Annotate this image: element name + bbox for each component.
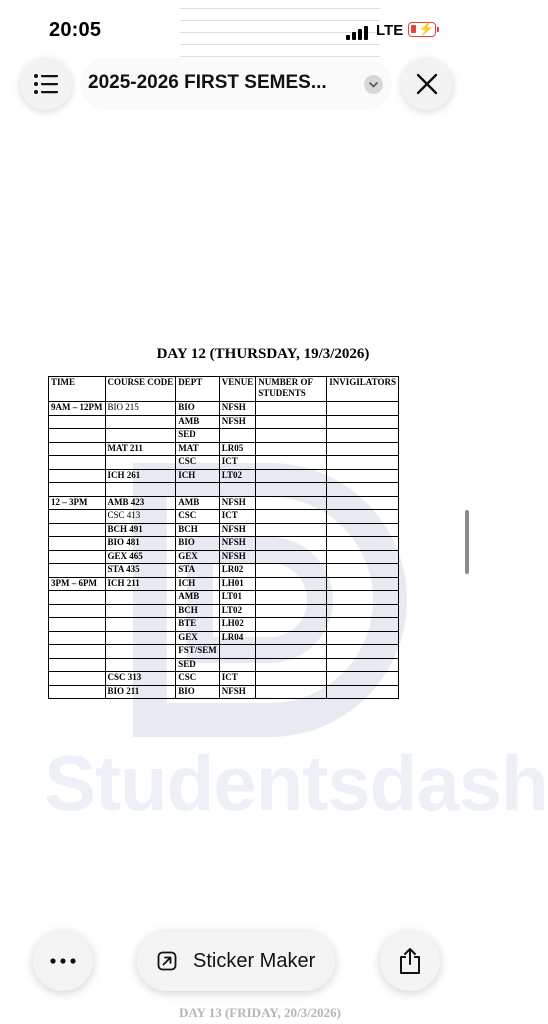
table-cell bbox=[49, 564, 106, 578]
table-cell bbox=[219, 429, 256, 443]
table-cell bbox=[256, 496, 327, 510]
share-icon bbox=[398, 947, 422, 975]
table-cell bbox=[256, 523, 327, 537]
table-cell bbox=[256, 483, 327, 497]
table-row bbox=[49, 631, 399, 645]
column-header: VENUE bbox=[219, 377, 256, 402]
table-cell: NFSH bbox=[219, 550, 256, 564]
table-cell bbox=[49, 658, 106, 672]
table-cell bbox=[327, 564, 399, 578]
table-cell bbox=[219, 483, 256, 497]
table-cell: FST/SEM bbox=[176, 645, 220, 659]
table-cell: CSC 413 bbox=[105, 510, 176, 524]
table-cell bbox=[256, 415, 327, 429]
sticker-arrow-icon bbox=[157, 951, 177, 971]
table-cell: ICT bbox=[219, 510, 256, 524]
table-cell: BTE bbox=[176, 618, 220, 632]
table-cell bbox=[49, 685, 106, 699]
table-cell: CSC bbox=[176, 510, 220, 524]
table-row bbox=[49, 672, 399, 686]
table-cell bbox=[49, 672, 106, 686]
table-cell bbox=[219, 658, 256, 672]
table-cell: BIO bbox=[176, 537, 220, 551]
table-row bbox=[49, 469, 399, 483]
table-row bbox=[49, 645, 399, 659]
table-cell: BCH bbox=[176, 604, 220, 618]
table-cell: NFSH bbox=[219, 415, 256, 429]
table-cell: BIO bbox=[176, 685, 220, 699]
table-cell bbox=[49, 456, 106, 470]
table-row bbox=[49, 415, 399, 429]
table-cell bbox=[105, 483, 176, 497]
table-cell bbox=[105, 645, 176, 659]
table-cell: GEX bbox=[176, 550, 220, 564]
table-row bbox=[49, 483, 399, 497]
menu-button[interactable] bbox=[20, 58, 72, 110]
table-cell: 9AM – 12PM bbox=[49, 402, 106, 416]
table-cell: NFSH bbox=[219, 402, 256, 416]
table-cell: NFSH bbox=[219, 537, 256, 551]
table-cell: ICH 211 bbox=[105, 577, 176, 591]
table-cell bbox=[327, 510, 399, 524]
table-cell bbox=[256, 672, 327, 686]
table-row bbox=[49, 658, 399, 672]
table-row bbox=[49, 496, 399, 510]
table-cell bbox=[219, 645, 256, 659]
table-cell: NFSH bbox=[219, 685, 256, 699]
table-cell: SED bbox=[176, 658, 220, 672]
table-row bbox=[49, 685, 399, 699]
table-cell: LT02 bbox=[219, 469, 256, 483]
table-cell bbox=[105, 429, 176, 443]
signal-icon bbox=[346, 26, 370, 40]
table-row bbox=[49, 523, 399, 537]
table-cell: 12 – 3PM bbox=[49, 496, 106, 510]
table-cell bbox=[256, 537, 327, 551]
table-cell: NFSH bbox=[219, 496, 256, 510]
table-cell bbox=[327, 658, 399, 672]
table-cell bbox=[105, 604, 176, 618]
timetable-body bbox=[49, 402, 399, 699]
table-cell: GEX 465 bbox=[105, 550, 176, 564]
table-row bbox=[49, 564, 399, 578]
table-cell bbox=[256, 550, 327, 564]
table-cell bbox=[49, 415, 106, 429]
sticker-maker-label: Sticker Maker bbox=[193, 950, 316, 972]
table-cell bbox=[256, 591, 327, 605]
table-cell bbox=[256, 604, 327, 618]
table-cell bbox=[256, 442, 327, 456]
share-button[interactable] bbox=[380, 931, 440, 991]
watermark-text: Studentsdash bbox=[44, 739, 548, 827]
table-cell bbox=[105, 456, 176, 470]
table-cell: BIO bbox=[176, 402, 220, 416]
table-cell bbox=[256, 631, 327, 645]
table-cell: AMB bbox=[176, 591, 220, 605]
column-header: NUMBER OF STUDENTS bbox=[256, 377, 327, 402]
sticker-maker-button[interactable] bbox=[137, 931, 335, 991]
table-cell bbox=[327, 415, 399, 429]
table-cell: STA bbox=[176, 564, 220, 578]
table-cell bbox=[256, 402, 327, 416]
table-cell: AMB 423 bbox=[105, 496, 176, 510]
table-cell: GEX bbox=[176, 631, 220, 645]
table-cell bbox=[327, 550, 399, 564]
table-cell bbox=[256, 456, 327, 470]
table-cell bbox=[105, 618, 176, 632]
network-label: LTE bbox=[376, 22, 404, 39]
table-cell bbox=[256, 618, 327, 632]
table-cell: ICT bbox=[219, 672, 256, 686]
table-row bbox=[49, 510, 399, 524]
day-heading: DAY 12 (THURSDAY, 19/3/2026) bbox=[156, 346, 370, 362]
table-cell: LR02 bbox=[219, 564, 256, 578]
table-cell bbox=[327, 429, 399, 443]
scroll-indicator[interactable] bbox=[465, 510, 469, 574]
table-cell: ICH bbox=[176, 469, 220, 483]
table-cell: ICH 261 bbox=[105, 469, 176, 483]
table-cell: CSC 313 bbox=[105, 672, 176, 686]
table-cell bbox=[49, 591, 106, 605]
status-time: 20:05 bbox=[49, 19, 102, 41]
table-row bbox=[49, 618, 399, 632]
table-cell bbox=[327, 523, 399, 537]
table-row bbox=[49, 604, 399, 618]
table-cell bbox=[327, 537, 399, 551]
document-title[interactable]: 2025-2026 FIRST SEMES... bbox=[88, 72, 327, 93]
table-cell bbox=[327, 618, 399, 632]
table-cell bbox=[256, 564, 327, 578]
table-cell: SED bbox=[176, 429, 220, 443]
column-header: TIME bbox=[49, 377, 106, 402]
table-header-row bbox=[49, 377, 399, 402]
table-cell bbox=[105, 415, 176, 429]
table-cell bbox=[327, 672, 399, 686]
table-row bbox=[49, 537, 399, 551]
table-cell bbox=[327, 577, 399, 591]
table-cell bbox=[256, 510, 327, 524]
table-cell: BIO 481 bbox=[105, 537, 176, 551]
table-cell bbox=[327, 591, 399, 605]
column-header: DEPT bbox=[176, 377, 220, 402]
table-cell bbox=[327, 685, 399, 699]
table-cell bbox=[327, 645, 399, 659]
table-cell bbox=[176, 483, 220, 497]
table-cell bbox=[256, 577, 327, 591]
list-icon bbox=[33, 73, 59, 95]
table-cell bbox=[327, 496, 399, 510]
timetable bbox=[48, 376, 399, 699]
table-cell: STA 435 bbox=[105, 564, 176, 578]
table-cell bbox=[327, 402, 399, 416]
close-icon bbox=[416, 73, 438, 95]
column-header: COURSE CODE bbox=[105, 377, 176, 402]
charging-icon: ⚡ bbox=[418, 21, 435, 36]
table-cell: LR04 bbox=[219, 631, 256, 645]
column-header: INVIGILATORS bbox=[327, 377, 399, 402]
table-cell bbox=[49, 510, 106, 524]
table-cell bbox=[327, 604, 399, 618]
table-cell: LT02 bbox=[219, 604, 256, 618]
table-cell bbox=[49, 429, 106, 443]
table-row bbox=[49, 550, 399, 564]
more-button[interactable] bbox=[33, 931, 93, 991]
table-cell: LR05 bbox=[219, 442, 256, 456]
table-cell: MAT bbox=[176, 442, 220, 456]
table-cell bbox=[327, 469, 399, 483]
table-cell: BIO 215 bbox=[105, 402, 176, 416]
table-cell: LH01 bbox=[219, 577, 256, 591]
table-cell: BIO 211 bbox=[105, 685, 176, 699]
table-row bbox=[49, 442, 399, 456]
battery-tip bbox=[437, 27, 439, 32]
more-icon bbox=[50, 958, 76, 964]
table-cell bbox=[327, 456, 399, 470]
table-cell bbox=[327, 483, 399, 497]
table-cell bbox=[256, 658, 327, 672]
table-cell bbox=[49, 483, 106, 497]
table-cell bbox=[256, 469, 327, 483]
table-cell bbox=[49, 645, 106, 659]
table-cell bbox=[49, 537, 106, 551]
table-row bbox=[49, 429, 399, 443]
table-cell: BCH bbox=[176, 523, 220, 537]
table-cell: MAT 211 bbox=[105, 442, 176, 456]
table-cell: AMB bbox=[176, 496, 220, 510]
table-row bbox=[49, 577, 399, 591]
close-button[interactable] bbox=[401, 58, 453, 110]
table-row bbox=[49, 456, 399, 470]
table-cell: LT01 bbox=[219, 591, 256, 605]
table-cell bbox=[49, 618, 106, 632]
table-cell: AMB bbox=[176, 415, 220, 429]
table-cell bbox=[327, 442, 399, 456]
table-cell bbox=[49, 631, 106, 645]
chevron-down-icon[interactable] bbox=[364, 75, 383, 94]
table-cell bbox=[49, 604, 106, 618]
table-cell: CSC bbox=[176, 672, 220, 686]
table-cell bbox=[105, 658, 176, 672]
table-cell bbox=[327, 631, 399, 645]
table-cell bbox=[105, 631, 176, 645]
table-cell bbox=[49, 442, 106, 456]
table-cell: LH02 bbox=[219, 618, 256, 632]
table-row bbox=[49, 402, 399, 416]
table-cell: 3PM – 6PM bbox=[49, 577, 106, 591]
next-day-heading: DAY 13 (FRIDAY, 20/3/2026) bbox=[178, 1005, 342, 1020]
table-cell: CSC bbox=[176, 456, 220, 470]
table-cell: NFSH bbox=[219, 523, 256, 537]
table-row bbox=[49, 591, 399, 605]
table-cell bbox=[49, 523, 106, 537]
status-bar bbox=[0, 0, 473, 56]
table-cell: BCH 491 bbox=[105, 523, 176, 537]
table-cell bbox=[49, 469, 106, 483]
table-cell: ICH bbox=[176, 577, 220, 591]
table-cell bbox=[49, 550, 106, 564]
table-cell bbox=[256, 685, 327, 699]
table-cell bbox=[256, 645, 327, 659]
table-cell bbox=[105, 591, 176, 605]
table-cell bbox=[256, 429, 327, 443]
table-cell: ICT bbox=[219, 456, 256, 470]
